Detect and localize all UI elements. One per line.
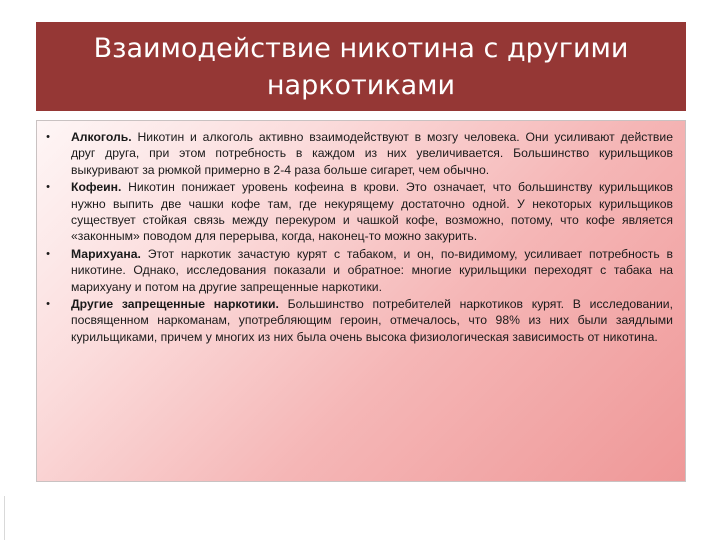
bullet-text: Никотин и алкоголь активно взаимодействуют в мозгу человека. Они усиливают действие друг друга, при этом потребность в каждом из них увеличивается. Большинство курильщиков выкуривают за рюмкой примерно в 2-4 раза больше сигарет, чем обычно. [71,130,673,177]
bullet-text: Большинство потребителей наркотиков курят. В исследовании, посвященном наркоманам, употребляющим героин, отмечалось, что 98% из них были заядлыми курильщиками, причем у многих из них была очень высока физиологическая зависимость от никотина. [71,297,673,344]
bullet-item-marijuana [37,246,685,295]
bullet-dot-icon: • [46,131,50,143]
bullet-item-caffeine [37,179,685,245]
bullet-term: Алкоголь. [71,130,132,144]
bullet-dot-icon: • [46,247,50,260]
slide-title-banner [36,22,686,111]
bullet-item-other-drugs [37,296,685,345]
bullet-item-alcohol [37,129,685,178]
bullet-dot-icon: • [46,298,50,311]
bullet-text: Этот наркотик зачастую курят с табаком, и он, по-видимому, усиливает потребность в никотине. Однако, исследования показали и обратное: многие курильщики переходят с табака на марихуану и потом на другие запрещенные наркотики. [71,246,673,294]
bullet-text: Никотин понижает уровень кофеина в крови. Это означает, что большинству курильщиков нужно выпить две чашки кофе там, где некурящему достаточно одной. У некоторых курильщиков существует стойкая связь между перекуром и чашкой кофе, возможно, потому, что кофе является «законным» поводом для перерыва, когда, наконец-то можно закурить. [71,180,673,244]
bullet-term: Другие запрещенные наркотики. [71,297,279,312]
slide-title: Взаимодействие никотина с другими наркотиками [93,32,629,101]
slide-edge-divider [4,496,5,540]
bullet-term: Кофеин. [71,180,122,195]
content-panel [36,120,686,482]
bullet-dot-icon: • [46,181,50,194]
bullet-list [37,129,685,346]
bullet-term: Марихуана. [71,246,141,261]
